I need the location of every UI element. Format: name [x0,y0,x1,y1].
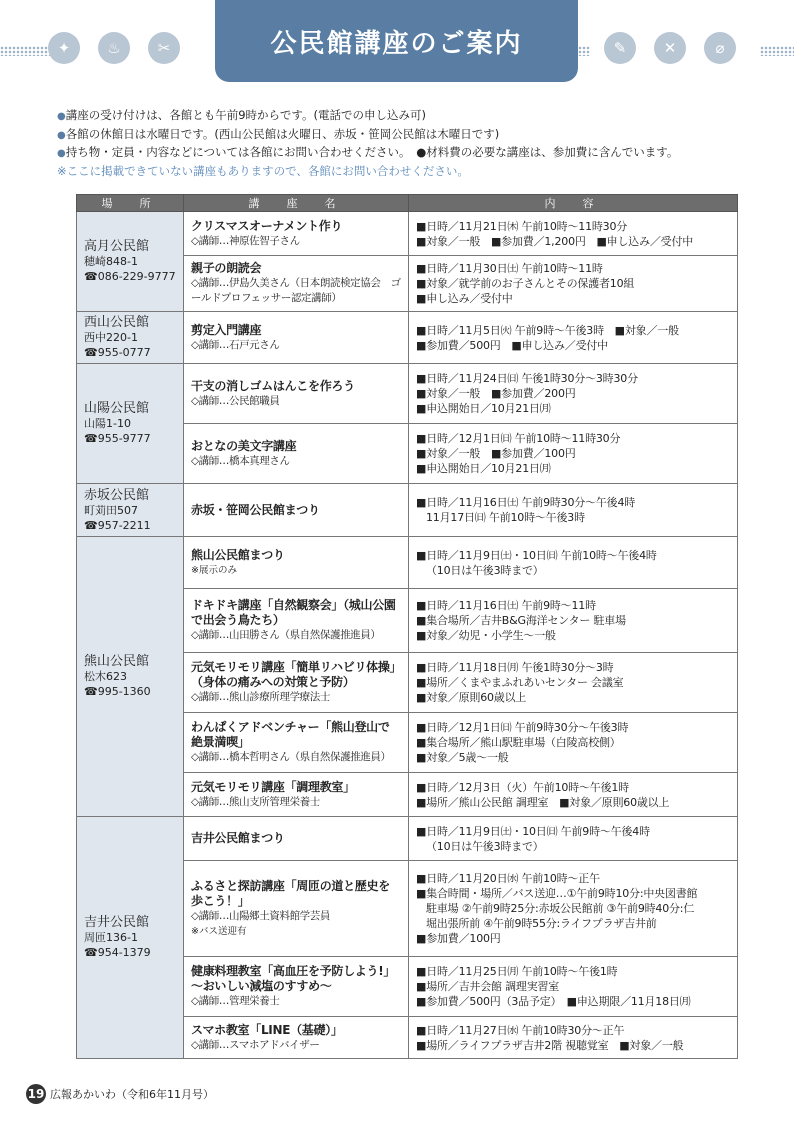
paperclip-icon: ⌀ [704,32,736,64]
detail-line: ■日時／11月18日㈪ 午後1時30分～3時 [416,661,614,674]
course-instructor: ◇講師…熊山診療所理学療法士 [191,691,330,703]
detail-line: ■参加費／500円（3品予定） ■申込期限／11月18日㈪ [416,995,691,1008]
detail-cell [409,957,738,1017]
hall-address: 穂崎848-1 [84,255,138,268]
course-name: クリスマスオーナメント作り [191,218,343,233]
detail-line: ■日時／11月9日㈯・10日㈰ 午前9時～午後4時 [416,824,650,838]
course-cell [184,256,409,312]
course-name: おとなの美文字講座 [191,438,297,453]
table-row [77,817,738,861]
hall-name: 西山公民館 [84,315,150,330]
detail-line: ■日時／11月16日㈯ 午前9時30分～午後4時 [416,496,636,509]
course-cell [184,817,409,861]
hall-name: 赤坂公民館 [84,487,150,503]
course-name: 元気モリモリ講座「簡単リハビリ体操」（身体の痛みへの対策と予防） [191,660,396,689]
course-instructor: ◇講師…山陽郷土資料館学芸員 [191,909,330,922]
detail-cell [409,364,738,424]
detail-line: ■対象／一般 ■参加費／1,200円 ■申し込み／受付中 [416,234,694,248]
detail-line: 11月17日㈰ 午前10時～午後3時 [426,511,585,524]
detail-cell [409,484,738,537]
course-name: ふるさと探訪講座「周匝の道と歴史を歩こう！」 [191,878,390,908]
course-name: 健康料理教室「高血圧を予防しよう!」～おいしい減塩のすすめ～ [191,964,396,993]
course-cell [184,1017,409,1059]
course-cell [184,424,409,484]
course-cell [184,653,409,713]
detail-line: （10日は午後3時まで） [426,839,544,853]
detail-line: ■日時／11月21日㈭ 午前10時～11時30分 [416,219,628,233]
course-instructor: ◇講師…神原佐智子さん [191,234,300,247]
course-cell [184,861,409,957]
header-dots-right [578,46,590,56]
detail-line: ■日時／11月5日㈫ 午前9時～午後3時 ■対象／一般 [416,323,679,337]
page-title-tab [215,0,578,82]
hall-tel: ☎957-2211 [84,518,151,532]
course-instructor: ◇講師…山田勝さん（県自然保護推進員） [191,629,381,641]
notice-extra: ※ここに掲載できていない講座もありますので、各館にお問い合わせください。 [57,163,469,178]
page-footer [26,1084,214,1104]
detail-line: （10日は午後3時まで） [426,563,544,577]
detail-line: ■日時／11月20日㈬ 午前10時～正午 [416,872,600,885]
notice-list [57,107,757,179]
course-cell [184,212,409,256]
page-number: 19 [26,1084,46,1104]
detail-line: ■日時／11月9日㈯・10日㈰ 午前10時～午後4時 [416,548,657,562]
course-name: 親子の朗読会 [191,261,262,275]
course-name: わんぱくアドベンチャー「熊山登山で絶景満喫」 [191,720,390,749]
hall-cell [77,537,184,817]
hall-tel: ☎955-0777 [84,346,151,359]
page-title: 公民館講座のご案内 [270,28,523,59]
detail-cell [409,312,738,364]
detail-line: ■場所／熊山公民館 調理室 ■対象／原則60歳以上 [416,795,670,809]
detail-line: ■対象／幼児・小学生～一般 [416,629,556,642]
hall-tel: ☎955-9777 [84,432,151,445]
detail-cell [409,537,738,589]
hall-cell [77,312,184,364]
detail-cell [409,212,738,256]
telescope-icon: ✦ [48,32,80,64]
detail-line: ■日時／11月27日㈬ 午前10時30分～正午 [416,1023,625,1037]
course-cell [184,589,409,653]
course-note: ※バス送迎有 [191,925,247,937]
cupcake-icon: ♨ [98,32,130,64]
detail-cell [409,713,738,773]
table-body [77,212,738,1059]
detail-line: ■対象／一般 ■参加費／100円 [416,447,576,460]
course-table [76,194,738,1059]
course-instructor: ◇講師…石戸元さん [191,338,280,351]
header-dots-right-end [760,46,794,56]
course-cell [184,364,409,424]
course-instructor: ◇講師…橋本真理さん [191,454,290,467]
hall-name: 山陽公民館 [84,401,150,416]
table-header-row [77,195,738,212]
course-name: スマホ教室「LINE（基礎）」 [191,1022,343,1037]
detail-line: ■申込開始日／10月21日㈪ [416,402,551,415]
detail-line: ■集合場所／吉井B&G海洋センター 駐車場 [416,614,626,627]
course-cell [184,312,409,364]
detail-cell [409,256,738,312]
detail-line: ■対象／就学前のお子さんとその保護者10組 [416,277,635,290]
detail-line: ■対象／一般 ■参加費／200円 [416,387,576,400]
header-place: 場 所 [77,195,184,212]
publication-name: 広報あかいわ（令和6年11月号） [50,1088,214,1101]
pencil-icon: ✎ [604,32,636,64]
hall-address: 西中220-1 [84,331,138,344]
course-name: 元気モリモリ講座「調理教室」 [191,779,355,794]
course-cell [184,713,409,773]
detail-line: ■日時／12月1日㈰ 午前10時～11時30分 [416,432,621,445]
detail-cell [409,589,738,653]
course-name: 吉井公民館まつり [191,831,285,845]
table-row [77,484,738,537]
table-row [77,312,738,364]
table-row [77,537,738,589]
detail-line: ■場所／ライフプラザ吉井2階 視聴覚室 ■対象／一般 [416,1038,684,1052]
detail-cell [409,861,738,957]
hall-name: 高月公民館 [84,239,150,254]
detail-line: ■日時／11月24日㈰ 午後1時30分～3時30分 [416,372,638,385]
hall-address: 山陽1-10 [84,417,131,430]
course-instructor: ◇講師…橋本哲明さん（県自然保護推進員） [191,751,391,763]
course-cell [184,957,409,1017]
hall-name: 熊山公民館 [84,654,150,669]
detail-line: ■場所／くまやまふれあいセンター 会議室 [416,676,624,689]
detail-line: ■日時／12月1日㈰ 午前9時30分～午後3時 [416,721,629,734]
header-content: 内 容 [409,195,738,212]
detail-cell [409,653,738,713]
course-name: ドキドキ講座「自然観察会」（城山公園で出会う鳥たち） [191,598,396,627]
hall-tel: ☎954-1379 [84,946,151,959]
detail-line: ■対象／原則60歳以上 [416,691,527,704]
course-cell [184,773,409,817]
course-instructor: ◇講師…熊山支所管理栄養士 [191,795,320,808]
course-name: 剪定入門講座 [191,322,262,337]
course-name: 熊山公民館まつり [191,547,285,562]
detail-line: ■参加費／500円 ■申し込み／受付中 [416,338,608,352]
detail-line: ■集合場所／熊山駅駐車場（白陵高校側） [416,736,621,749]
hall-tel: ☎086-229-9777 [84,270,176,283]
course-note: ※展示のみ [191,564,237,576]
detail-line: ■日時／11月30日㈯ 午前10時～11時 [416,262,603,275]
hall-address: 周匝136-1 [84,931,138,944]
detail-cell [409,424,738,484]
detail-line: ■日時／12月3日（火）午前10時～午後1時 [416,780,629,794]
hall-address: 松木623 [84,670,127,683]
course-instructor: ◇講師…管理栄養士 [191,995,280,1007]
detail-line: ■申し込み／受付中 [416,292,513,305]
hall-name: 吉井公民館 [84,915,150,930]
header-course: 講 座 名 [184,195,409,212]
detail-line: ■対象／5歳～一般 [416,751,509,764]
detail-line: ■日時／11月25日㈪ 午前10時～午後1時 [416,965,618,978]
course-name: 干支の消しゴムはんこを作ろう [191,378,355,393]
course-instructor: ◇講師…スマホアドバイザー [191,1038,320,1051]
scissors-icon: ✂ [148,32,180,64]
detail-line: 駐車場 ②午前9時25分:赤坂公民館前 ③午前9時40分:仁 [426,902,695,915]
utensils-icon: ✕ [654,32,686,64]
course-instructor: ◇講師…伊島久美さん（日本朗読検定協会 ゴールドプロフェッサー認定講師） [191,277,401,304]
detail-cell [409,1017,738,1059]
header-dots-left [0,46,52,56]
course-instructor: ◇講師…公民館職員 [191,394,280,407]
table-row [77,212,738,256]
hall-cell [77,212,184,312]
detail-cell [409,817,738,861]
detail-line: 堀出張所前 ④午前9時55分:ライフプラザ吉井前 [426,917,657,930]
hall-cell [77,484,184,537]
notice-item: ●講座の受け付けは、各館とも午前9時からです。(電話での申し込み可) [57,108,426,122]
hall-cell [77,817,184,1059]
detail-line: ■場所／吉井会館 調理実習室 [416,980,560,993]
detail-line: ■参加費／100円 [416,932,501,945]
course-name: 赤坂・笹岡公民館まつり [191,502,320,517]
detail-line: ■日時／11月16日㈯ 午前9時～11時 [416,599,596,612]
detail-line: ■集合時間・場所／バス送迎…①午前9時10分:中央図書館 [416,887,698,900]
course-cell [184,484,409,537]
hall-cell [77,364,184,484]
table-row [77,364,738,424]
hall-address: 町苅田507 [84,503,138,517]
notice-item: ●持ち物・定員・内容などについては各館にお問い合わせください。 ●材料費の必要な講座は、参加費に含んでいます。 [57,145,679,159]
detail-line: ■申込開始日／10月21日㈪ [416,462,551,475]
detail-cell [409,773,738,817]
hall-tel: ☎995-1360 [84,685,151,698]
course-cell [184,537,409,589]
notice-item: ●各館の休館日は水曜日です。(西山公民館は火曜日、赤坂・笹岡公民館は木曜日です) [57,126,500,141]
